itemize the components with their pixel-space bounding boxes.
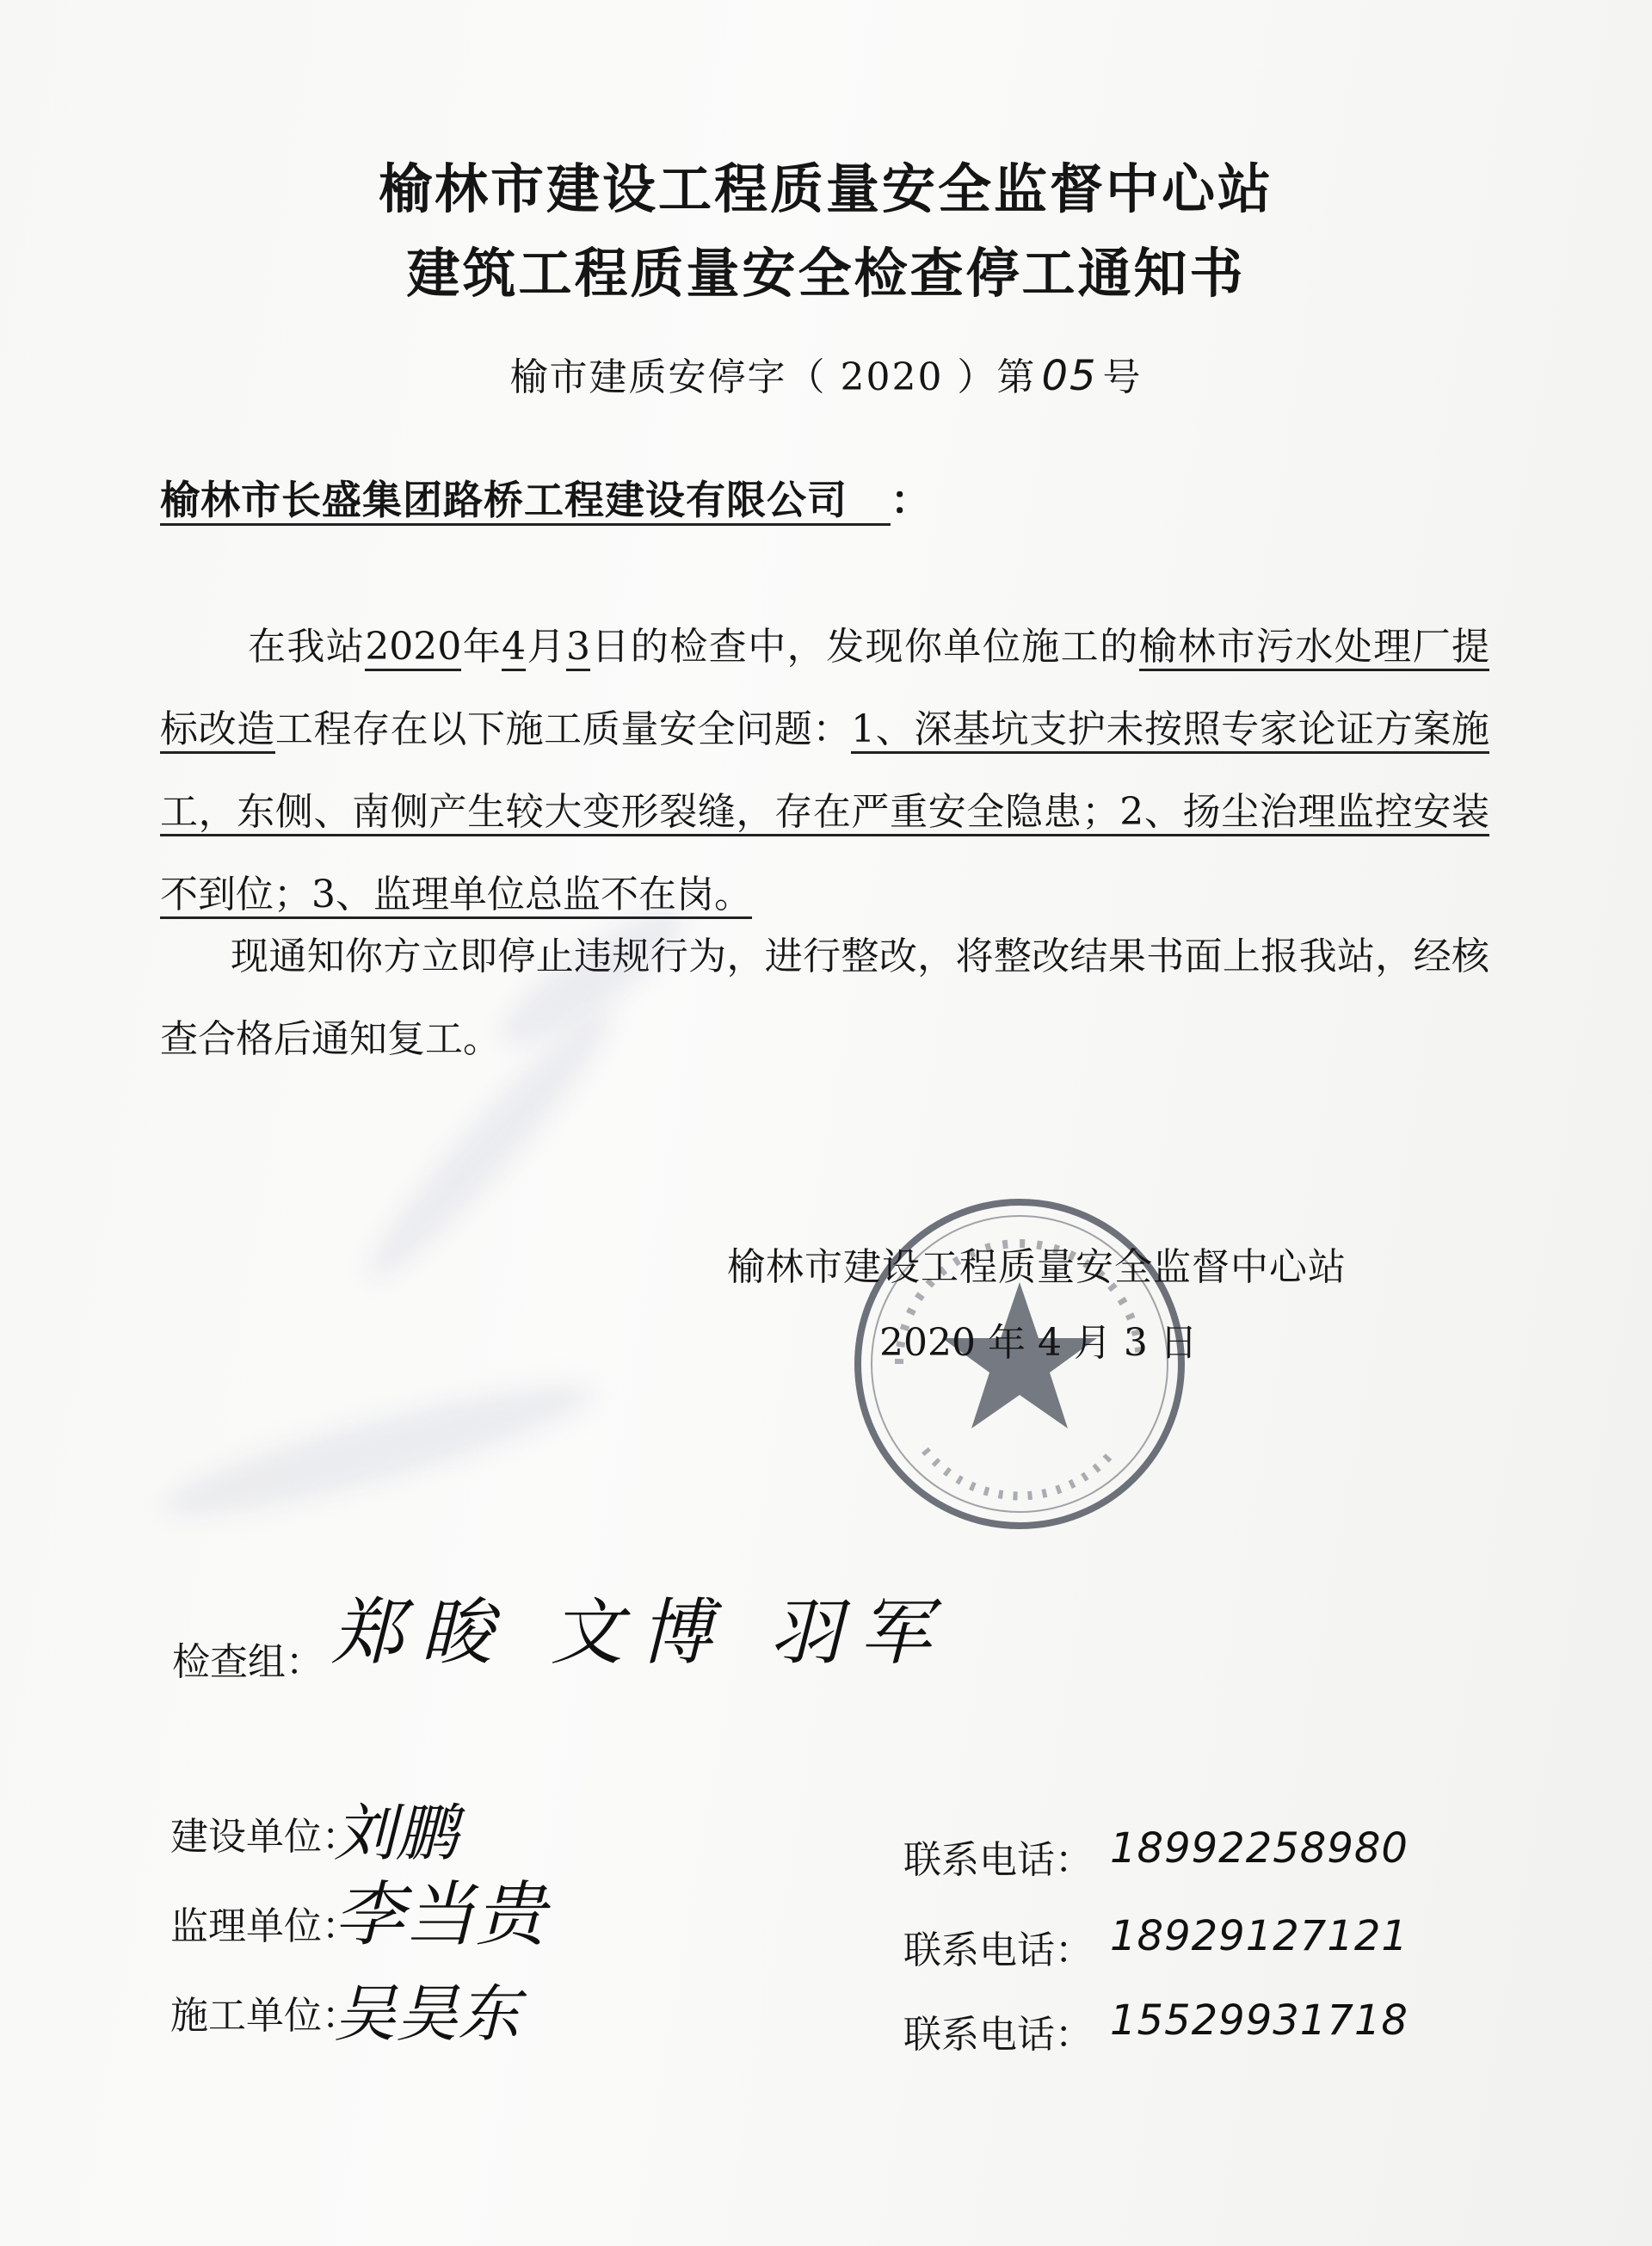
addressee-name: 榆林市长盛集团路桥工程建设有限公司 — [160, 477, 891, 526]
phone-supervision: 18929127121 — [1110, 1912, 1409, 1960]
phone-contractor: 15529931718 — [1110, 1996, 1409, 2045]
supervision-unit-signature: 李当贵 — [334, 1874, 546, 1956]
issue-date: 2020 年 4 月 3 日 — [879, 1321, 1198, 1365]
phone-label-construction: 联系电话： — [903, 1838, 1093, 1882]
project-name: 榆林市污水处理厂提标改造 — [160, 625, 1489, 754]
text-fragment: 在我站 — [248, 625, 366, 669]
phone-construction: 18992258980 — [1110, 1824, 1409, 1873]
supervision-unit-label: 监理单位： — [170, 1904, 360, 1948]
addressee — [160, 469, 931, 526]
doc-number-prefix: 榆市建质安停字（ 2020 ）第 — [509, 355, 1037, 399]
phone-label-supervision: 联系电话： — [903, 1928, 1093, 1972]
check-month: 4 — [502, 625, 526, 671]
doc-number-suffix: 号 — [1102, 355, 1143, 399]
check-year: 2020 — [365, 625, 461, 671]
notice-paragraph-1 — [160, 606, 1489, 936]
inspection-group-signature: 郑睃 文博 羽军 — [331, 1590, 949, 1675]
scan-streak — [155, 1363, 602, 1537]
notice-paragraph-2: 现通知你方立即停止违规行为，进行整改，将整改结果书面上报我站，经核查合格后通知复工。 — [160, 935, 1489, 1061]
inspection-group-label: 检查组： — [172, 1640, 324, 1684]
contractor-label: 施工单位： — [170, 1994, 360, 2038]
document-number — [0, 346, 1652, 401]
text-fragment: 年 — [461, 625, 502, 669]
contractor-signature: 吴昊东 — [334, 1978, 521, 2050]
construction-unit-signature: 刘鹏 — [334, 1797, 459, 1869]
text-fragment: 月 — [526, 625, 567, 669]
doc-number-value: 05 — [1041, 352, 1098, 400]
construction-unit-label: 建设单位： — [170, 1815, 360, 1859]
document-title-line2: 建筑工程质量安全检查停工通知书 — [406, 242, 1246, 305]
issuer-name: 榆林市建设工程质量安全监督中心站 — [727, 1245, 1347, 1289]
text-fragment: 工程存在以下施工质量安全问题： — [274, 707, 852, 751]
text-fragment: 日的检查中，发现你单位施工的 — [590, 625, 1139, 669]
check-day: 3 — [566, 625, 590, 671]
phone-label-contractor: 联系电话： — [903, 2013, 1093, 2057]
document-title-line1: 榆林市建设工程质量安全监督中心站 — [378, 157, 1273, 220]
addressee-colon: ： — [891, 477, 931, 523]
issues-list: 1、深基坑支护未按照专家论证方案施工，东侧、南侧产生较大变形裂缝，存在严重安全隐患；2、扬尘治理监控安装不到位；3、监理单位总监不在岗。 — [160, 707, 1489, 919]
